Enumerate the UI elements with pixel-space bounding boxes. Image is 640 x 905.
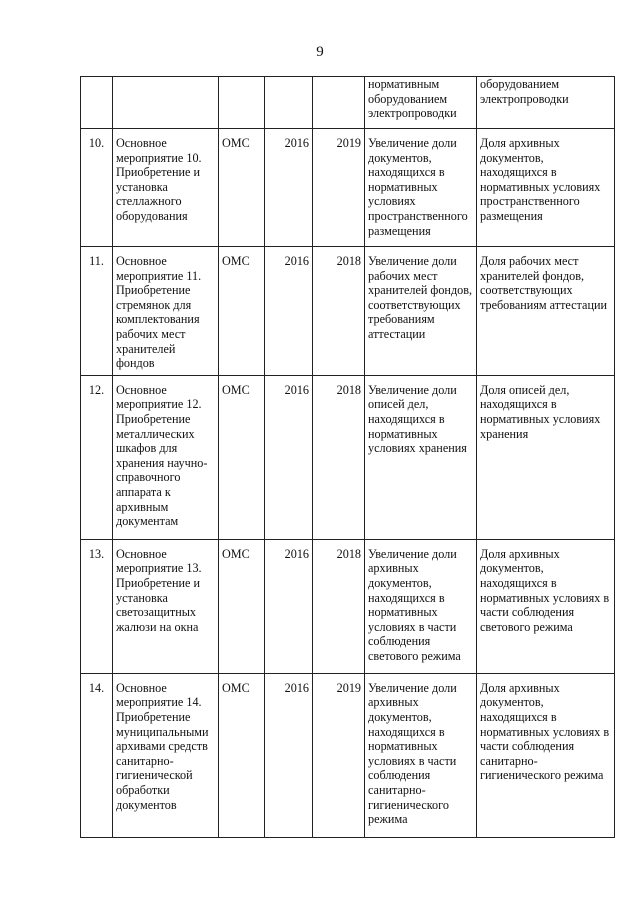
cell-end-year: 2018 bbox=[313, 539, 365, 673]
cell-activity: Основное мероприятие 14. Приобретение муниципальными архивами средств санитарно-гигиенической обработки документов bbox=[113, 673, 219, 837]
cell-result: оборудованием электропроводки bbox=[477, 77, 615, 129]
cell-activity: Основное мероприятие 13. Приобретение и установка светозащитных жалюзи на окна bbox=[113, 539, 219, 673]
cell-end-year: 2018 bbox=[313, 375, 365, 539]
cell-result: Доля архивных документов, находящихся в нормативных условиях в части соблюдения светового режима bbox=[477, 539, 615, 673]
cell-result: Доля рабочих мест хранителей фондов, соответствующих требованиям аттестации bbox=[477, 247, 615, 376]
cell-indicator: Увеличение доли документов, находящихся в нормативных условиях пространственного размещения bbox=[365, 129, 477, 247]
cell-source: ОМС bbox=[219, 673, 265, 837]
cell-result: Доля архивных документов, находящихся в нормативных условиях пространственного размещения bbox=[477, 129, 615, 247]
cell-num: 11. bbox=[81, 247, 113, 376]
cell-source bbox=[219, 77, 265, 129]
cell-start-year: 2016 bbox=[265, 247, 313, 376]
table-row bbox=[81, 375, 615, 539]
table-row-continuation bbox=[81, 77, 615, 129]
cell-indicator: Увеличение доли архивных документов, находящихся в нормативных условиях в части соблюдения санитарно-гигиенического режима bbox=[365, 673, 477, 837]
cell-num: 10. bbox=[81, 129, 113, 247]
cell-activity: Основное мероприятие 12. Приобретение металлических шкафов для хранения научно-справочного аппарата к архивным документам bbox=[113, 375, 219, 539]
cell-num bbox=[81, 77, 113, 129]
cell-source: ОМС bbox=[219, 129, 265, 247]
cell-end-year: 2019 bbox=[313, 129, 365, 247]
cell-num: 13. bbox=[81, 539, 113, 673]
cell-num: 12. bbox=[81, 375, 113, 539]
cell-indicator: Увеличение доли архивных документов, находящихся в нормативных условиях в части соблюдения светового режима bbox=[365, 539, 477, 673]
cell-result: Доля описей дел, находящихся в нормативных условиях хранения bbox=[477, 375, 615, 539]
cell-start-year: 2016 bbox=[265, 375, 313, 539]
cell-indicator: нормативным оборудованием электропроводки bbox=[365, 77, 477, 129]
cell-end-year bbox=[313, 77, 365, 129]
cell-start-year: 2016 bbox=[265, 673, 313, 837]
cell-end-year: 2019 bbox=[313, 673, 365, 837]
cell-source: ОМС bbox=[219, 539, 265, 673]
cell-result: Доля архивных документов, находящихся в нормативных условиях в части соблюдения санитарно-гигиенического режима bbox=[477, 673, 615, 837]
cell-num: 14. bbox=[81, 673, 113, 837]
table-row bbox=[81, 247, 615, 376]
cell-indicator: Увеличение доли описей дел, находящихся в нормативных условиях хранения bbox=[365, 375, 477, 539]
table-row bbox=[81, 673, 615, 837]
cell-start-year: 2016 bbox=[265, 129, 313, 247]
cell-activity bbox=[113, 77, 219, 129]
cell-start-year: 2016 bbox=[265, 539, 313, 673]
page-number: 9 bbox=[316, 44, 324, 60]
table-row bbox=[81, 129, 615, 247]
cell-indicator: Увеличение доли рабочих мест хранителей фондов, соответствующих требованиям аттестации bbox=[365, 247, 477, 376]
cell-start-year bbox=[265, 77, 313, 129]
cell-activity: Основное мероприятие 11. Приобретение стремянок для комплектования рабочих мест хранителей фондов bbox=[113, 247, 219, 376]
cell-end-year: 2018 bbox=[313, 247, 365, 376]
table-row bbox=[81, 539, 615, 673]
cell-source: ОМС bbox=[219, 375, 265, 539]
cell-source: ОМС bbox=[219, 247, 265, 376]
activities-table bbox=[80, 76, 615, 838]
cell-activity: Основное мероприятие 10. Приобретение и установка стеллажного оборудования bbox=[113, 129, 219, 247]
